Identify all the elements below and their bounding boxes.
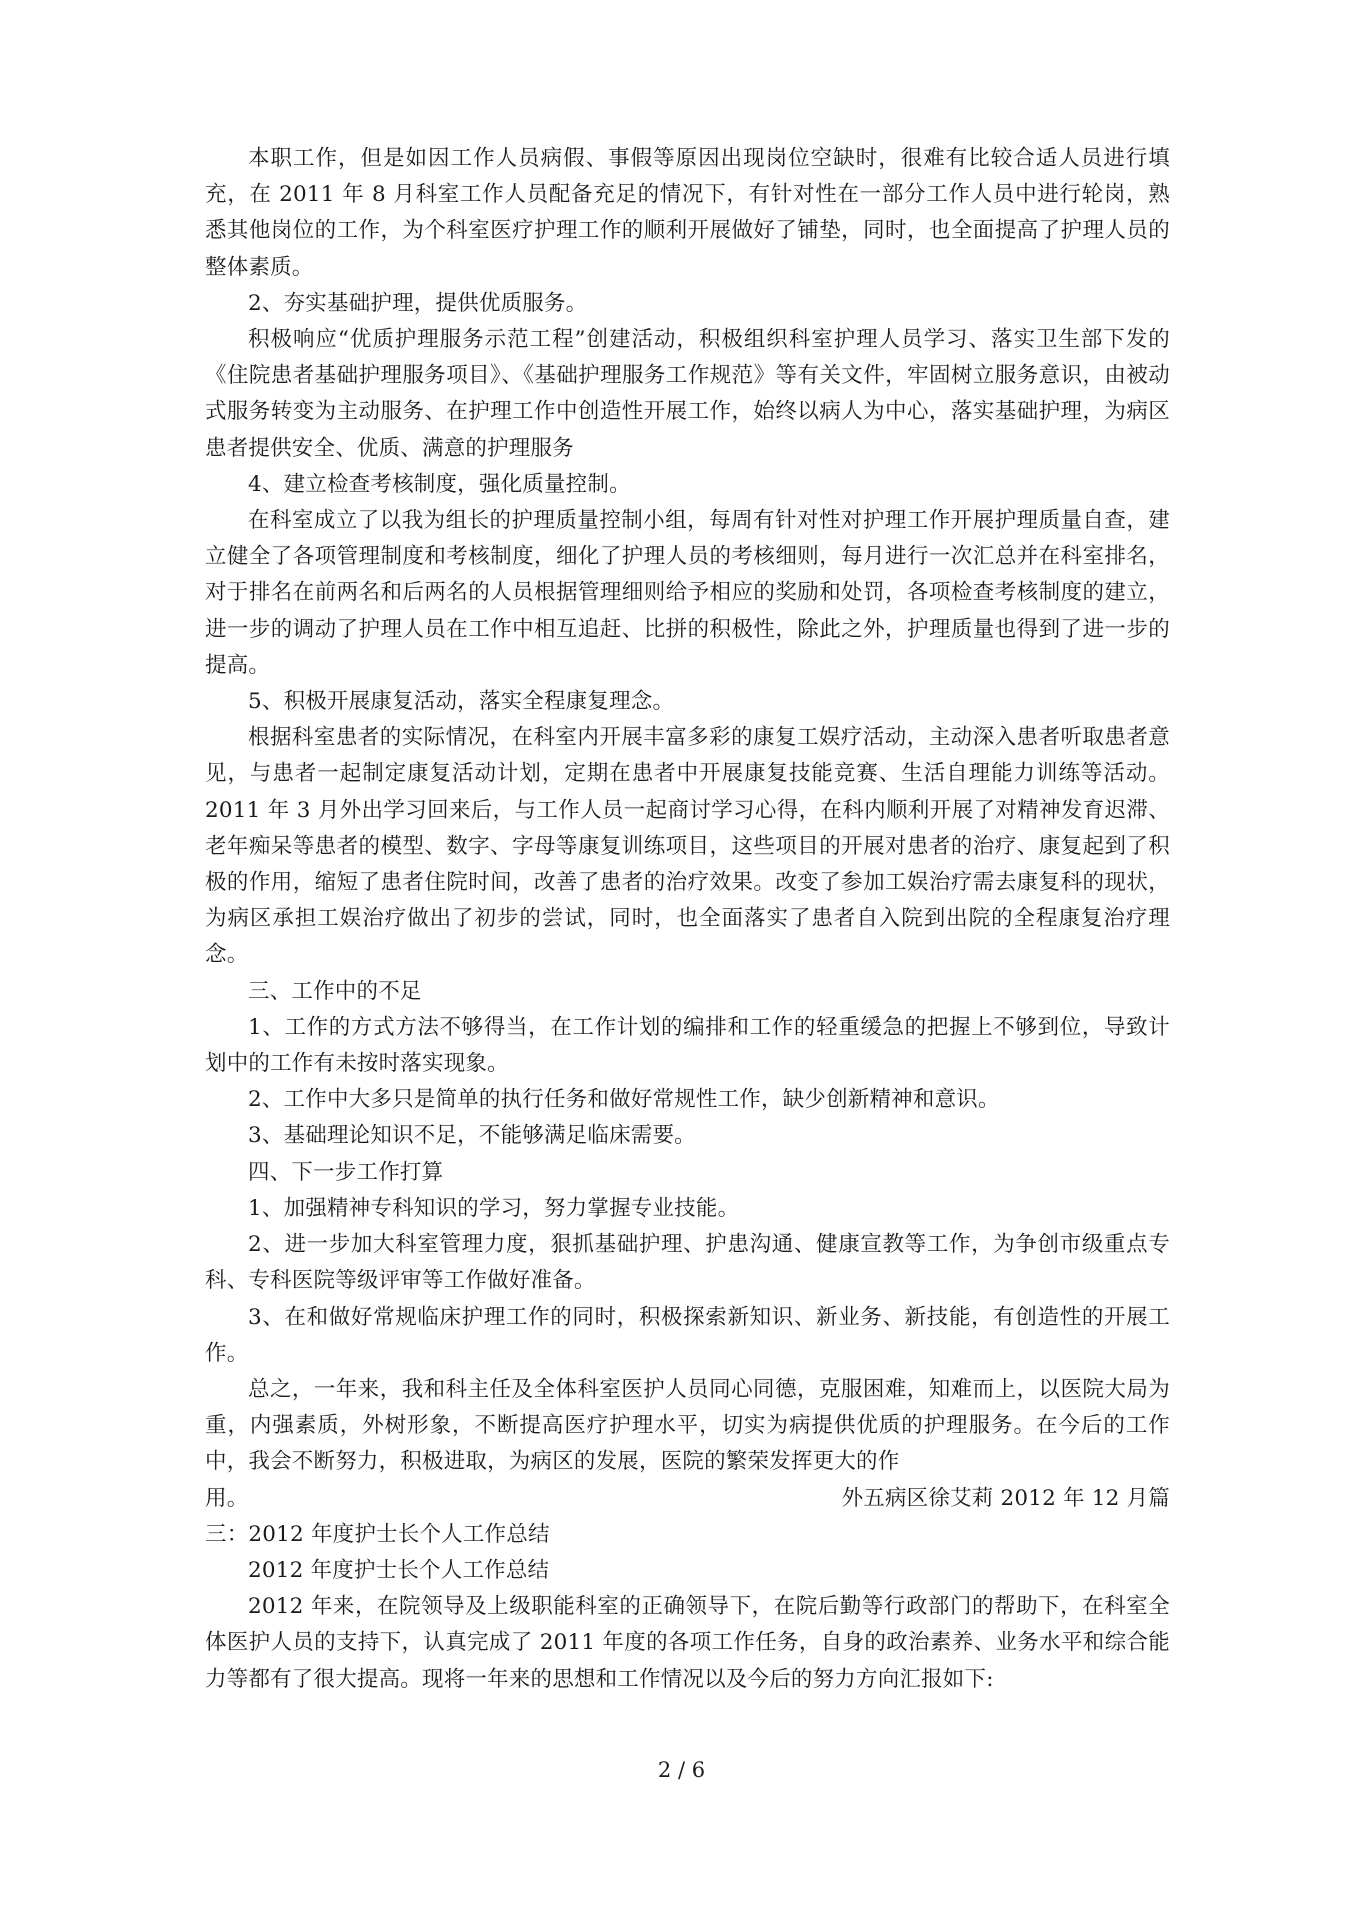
paragraph: 根据科室患者的实际情况，在科室内开展丰富多彩的康复工娱疗活动，主动深入患者听取患者意见，与患者一起制定康复活动计划，定期在患者中开展康复技能竞赛、生活自理能力训练等活动。2011 年 3 月外出学习回来后，与工作人员一起商讨学习心得，在科内顺利开展了对精神发育迟滞、老年痴呆等患者的模型、数字、字母等康复训练项目，这些项目的开展对患者的治疗、康复起到了积极的作用，缩短了患者住院时间，改善了患者的治疗效果。改变了参加工娱治疗需去康复科的现状，为病区承担工娱治疗做出了初步的尝试，同时，也全面落实了患者自入院到出院的全程康复治疗理念。 (205, 725, 1170, 968)
paragraph: 在科室成立了以我为组长的护理质量控制小组，每周有针对性对护理工作开展护理质量自查，建立健全了各项管理制度和考核制度，细化了护理人员的考核细则，每月进行一次汇总并在科室排名，对于排名在前两名和后两名的人员根据管理细则给予相应的奖励和处罚，各项检查考核制度的建立，进一步的调动了护理人员在工作中相互追赶、比拼的积极性，除此之外，护理质量也得到了进一步的提高。 (205, 508, 1170, 678)
signature: 外五病区徐艾莉 2012 年 12 月篇 (841, 1485, 1170, 1511)
paragraph: 4、建立检查考核制度，强化质量控制。 (248, 471, 631, 497)
paragraph: 2、工作中大多只是简单的执行任务和做好常规性工作，缺少创新精神和意识。 (248, 1087, 1000, 1113)
paragraph: 5、积极开展康复活动，落实全程康复理念。 (248, 689, 675, 715)
paragraph: 2012 年来，在院领导及上级职能科室的正确领导下，在院后勤等行政部门的帮助下，在科室全体医护人员的支持下，认真完成了 2011 年度的各项工作任务，自身的政治素养、业务水平和综合能力等都有了很大提高。现将一年来的思想和工作情况以及今后的努力方向汇报如下: (205, 1594, 1170, 1692)
paragraph: 本职工作，但是如因工作人员病假、事假等原因出现岗位空缺时，很难有比较合适人员进行填充，在 2011 年 8 月科室工作人员配备充足的情况下，有针对性在一部分工作人员中进行轮岗，熟悉其他岗位的工作，为个科室医疗护理工作的顺利开展做好了铺垫，同时，也全面提高了护理人员的整体素质。 (205, 146, 1170, 280)
paragraph: 2、夯实基础护理，提供优质服务。 (248, 290, 588, 316)
section-heading: 三、工作中的不足 (248, 978, 422, 1004)
closing-word: 用。 (205, 1485, 249, 1511)
document-body (205, 141, 1170, 1698)
paragraph: 总之，一年来，我和科主任及全体科室医护人员同心同德，克服困难，知难而上，以医院大局为重，内强素质，外树形象，不断提高医疗护理水平，切实为病提供优质的护理服务。在今后的工作中，我会不断努力，积极进取，为病区的发展，医院的繁荣发挥更大的作 (205, 1376, 1170, 1475)
page-number: 2 / 6 (657, 1758, 706, 1782)
document-title: 2012 年度护士长个人工作总结 (248, 1557, 550, 1583)
section-heading: 四、下一步工作打算 (248, 1159, 444, 1185)
paragraph: 3、基础理论知识不足，不能够满足临床需要。 (248, 1123, 696, 1149)
paragraph: 3、在和做好常规临床护理工作的同时，积极探索新知识、新业务、新技能，有创造性的开展工作。 (205, 1304, 1170, 1366)
paragraph: 积极响应“优质护理服务示范工程”创建活动，积极组织科室护理人员学习、落实卫生部下发的《住院患者基础护理服务项目》、《基础护理服务工作规范》等有关文件，牢固树立服务意识，由被动式服务转变为主动服务、在护理工作中创造性开展工作，始终以病人为中心，落实基础护理，为病区患者提供安全、优质、满意的护理服务 (205, 327, 1170, 461)
paragraph: 1、加强精神专科知识的学习，努力掌握专业技能。 (248, 1195, 740, 1221)
section-header: 三：2012 年度护士长个人工作总结 (205, 1521, 550, 1547)
paragraph: 1、工作的方式方法不够得当，在工作计划的编排和工作的轻重缓急的把握上不够到位，导致计划中的工作有未按时落实现象。 (205, 1014, 1170, 1077)
paragraph: 2、进一步加大科室管理力度，狠抓基础护理、护患沟通、健康宣教等工作，为争创市级重点专科、专科医院等级评审等工作做好准备。 (205, 1232, 1170, 1294)
closing-line (205, 1481, 1170, 1517)
